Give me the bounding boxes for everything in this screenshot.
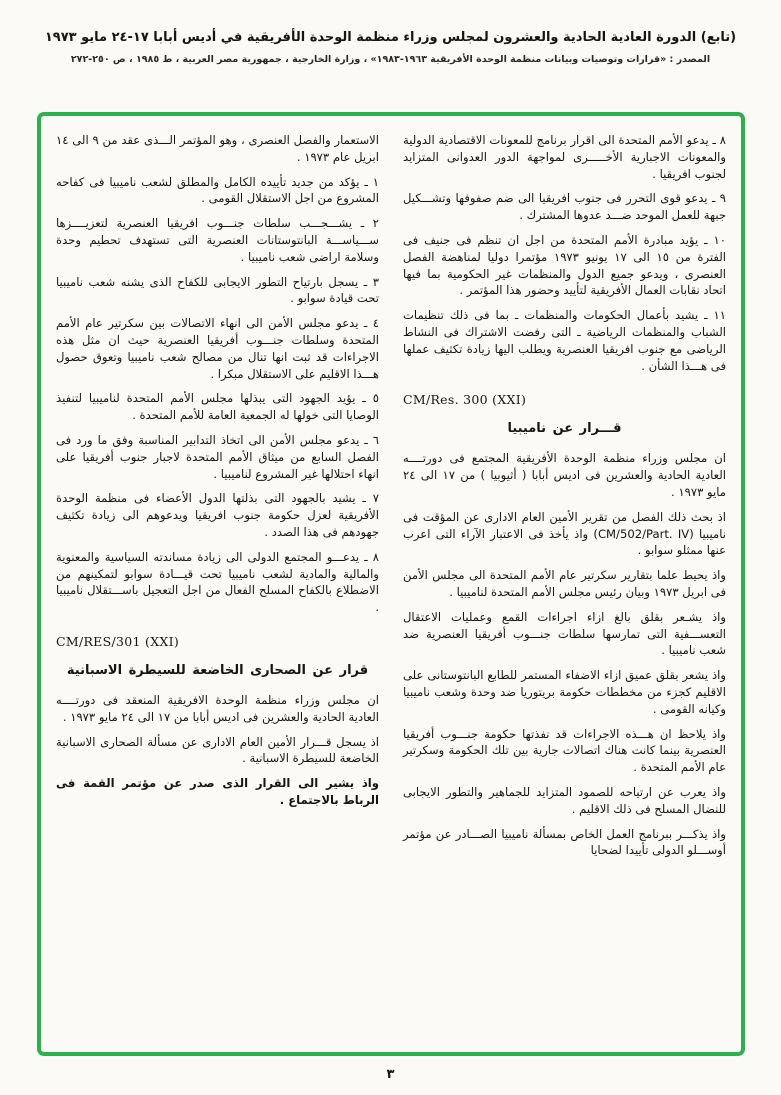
content-frame — [37, 112, 745, 1056]
header-source-line: المصدر : «قرارات وتوصيات وبيانات منظمة الوحدة الأفريقية ١٩٦٣-١٩٨٣» ، وزارة الخارجية ، جمهورية مصر العربية ، ط ١٩٨٥ ، ص ٢٥٠-٢٧٢ — [70, 54, 711, 65]
paragraph: ٩ ـ يدعو قوى التحرر فى جنوب افريقيا الى ضم صفوفها وتشـــكيل جبهة للعمل الموحد ضـــد عدوها المشترك . — [403, 191, 726, 223]
paragraph: ان مجلس وزراء منظمة الوحدة الافريقية المنعقد فى دورتــــه العادية الحادية والعشرين فى اديس أبابا من ١٧ الى ٢٤ مايو ١٩٧٣ . — [56, 692, 379, 724]
paragraph: واذ يلاحظ ان هـــذه الاجراءات قد نفذتها حكومة جنـــوب أفريقيا العنصرية بينما كانت هناك اتصالات جارية بين تلك الحكومة وسكرتير عام الأمم المتحدة . — [403, 726, 726, 775]
right-column — [403, 132, 726, 1036]
resolution-title: قـــرار عن ناميبيا — [507, 421, 622, 437]
paragraph: واذ يشير الى القرار الذى صدر عن مؤتمر القمة فى الرباط بالاجتماع . — [56, 776, 379, 807]
paragraph: ٨ ـ يدعو الأمم المتحدة الى اقرار برنامج للمعونات الاقتصادية الدولية والمعونات الاجبارية الأخـــــرى لمواجهة الدور العدوانى المتزايد لجنوب افريقيا . — [403, 133, 726, 181]
paragraph: اذ يسجل قـــرار الأمين العام الادارى عن مسألة الصحارى الاسبانية الخاضعة للسيطرة الاسبانية . — [56, 734, 379, 766]
paragraph: واذ يحيط علما بتقارير سكرتير عام الأمم المتحدة الى مجلس الأمن فى ابريل ١٩٧٣ وبيان رئيس مجلس الأمم المتحدة لناميبيا . — [403, 568, 726, 599]
document-header — [0, 0, 781, 65]
paragraph: اذ بحث ذلك الفصل من تقرير الأمين العام الادارى عن المؤقت فى ناميبيا (CM/502/Part. IV) واذ يأخذ فى الاعتبار الآراء التى اعرب عنها ممثلو سوابو . — [403, 509, 726, 558]
paragraph: ١١ ـ يشيد بأعمال الحكومات والمنظمات ـ بما فى ذلك تنظيمات الشباب والمنظمات الرياضية ـ التى رفضت الاشتراك فى النشاط الرياضى مع جنوب افريقيا العنصرية ويطلب اليها زيادة تكثيف عملها فى هـــذا الشأن . — [403, 308, 726, 373]
paragraph: ان مجلس وزراء منظمة الوحدة الأفريقية المجتمع فى دورتــــه العادية الحادية والعشرين فى اديس أبابا ( أثيوبيا ) من ١٧ الى ٢٤ مايو ١٩٧٣ . — [403, 451, 727, 499]
page-number: ٣ — [386, 1067, 395, 1082]
header-session-title: (تابع) الدورة العادية الحادية والعشرون لمجلس وزراء منظمة الوحدة الأفريقية في أديس أبابا ١٧-٢٤ مايو ١٩٧٣ — [44, 30, 737, 45]
columns-container — [56, 132, 726, 1036]
resolution-title: قرار عن الصحارى الخاضعة للسيطرة الاسبانية — [66, 662, 369, 678]
paragraph: ٤ ـ يدعو مجلس الأمن الى انهاء الاتصالات بين سكرتير عام الأمم المتحدة وسلطات جنـــوب أفريقيا العنصرية حيث ان مثل هذه الاجراءات قد ثبت انها تنال من مصالح شعب ناميبيا وتعوق حصول هـــذا الاقليم على الاستقلال مبكرا . — [56, 316, 379, 381]
paragraph: ٨ ـ يدعـــو المجتمع الدولى الى زيادة مساندته السياسية والمعنوية والمالية والمادية لشعب ناميبيا تحت قيـــادة سوابو لتمكينهم من الاضطلاع بالكفاح المسلح الفعال من اجل التعجيل باســـتقلال ناميبيا . — [56, 549, 379, 615]
paragraph: ٢ ـ يشـــجـــب سلطات جنـــوب افريقيا العنصرية لتعزيــــزها ســـياســـة البانتوستانات العنصرية التى تستهدف تحطيم وحدة وسلامة اراضى شعب ناميبيا . — [56, 216, 379, 264]
paragraph: ٣ ـ يسجل بارتياح التطور الايجابى للكفاح الذى يشنه شعب ناميبيا تحت قيادة سوابو . — [56, 274, 379, 306]
paragraph: واذ يذكـــر ببرنامج العمل الخاص بمسألة ناميبيا الصـــادر عن مؤتمر أوســـلو الدولى تأييدا لضحايا — [403, 826, 726, 858]
paragraph: ١٠ ـ يؤيد مبادرة الأمم المتحدة من اجل ان تنظم فى جنيف فى الفترة من ١٥ الى ١٧ يونيو ١٩٧٣ مؤتمرا دوليا لمناهضة الفصل العنصرى ، ويدعو جميع الدول والمنظمات غير الحكومية بما فيها اتحاد نقابات العمال الأفريقية لتأييد وحضور هذا المؤتمر . — [403, 232, 726, 298]
paragraph: ١ ـ يؤكد من جديد تأييده الكامل والمطلق لشعب ناميبيا فى كفاحه المشروع من اجل الاستقلال القومى . — [56, 174, 379, 206]
resolution-ref: CM/Res. 300 (XXI) — [403, 392, 527, 408]
paragraph: ٥ ـ يؤيد الجهود التى يبذلها مجلس الأمم المتحدة لناميبيا لتنفيذ الوصايا التى خولها له الجمعية العامة للأمم المتحدة . — [56, 391, 379, 423]
paragraph: الاستعمار والفصل العنصرى ، وهو المؤتمر الـــذى عقد من ٩ الى ١٤ ابريل عام ١٩٧٣ . — [56, 133, 379, 164]
paragraph: ٧ ـ يشيد بالجهود التى بذلتها الدول الأعضاء فى منظمة الوحدة الأفريقية لعزل حكومة جنوب افريقيا ويدعوهم الى زيادة تكثيف جهودهم فى هذا الصدد . — [56, 491, 379, 539]
paragraph: واذ يشـعر بقلق بالغ ازاء اجراءات القمع وعمليات الاعتقال التعســـفية التى تمارسها سلطات جنـــوب أفريقيا العنصرية ضد شعب ناميبيا . — [403, 609, 726, 658]
left-column — [56, 132, 379, 1036]
paragraph: واذ يشعر بقلق عميق ازاء الاضفاء المستمر للطابع البانتوستانى على الاقليم كجزء من مخططات حكومة بريتوريا ضد وحدة وشعب ناميبيا وكيانه القومى . — [403, 668, 726, 716]
paragraph: واذ يعرب عن ارتياحه للصمود المتزايد للجماهير والتطور الايجابى للنضال المسلح فى ذلك الاقليم . — [403, 784, 726, 816]
paragraph: ٦ ـ يدعو مجلس الأمن الى اتخاذ التدابير المناسبة وفق ما ورد فى الفصل السابع من ميثاق الأمم المتحدة لاجبار جنوب أفريقيا على انهاء احتلالها غير المشروع لناميبيا . — [56, 432, 379, 481]
resolution-ref: CM/RES/301 (XXI) — [56, 633, 180, 649]
